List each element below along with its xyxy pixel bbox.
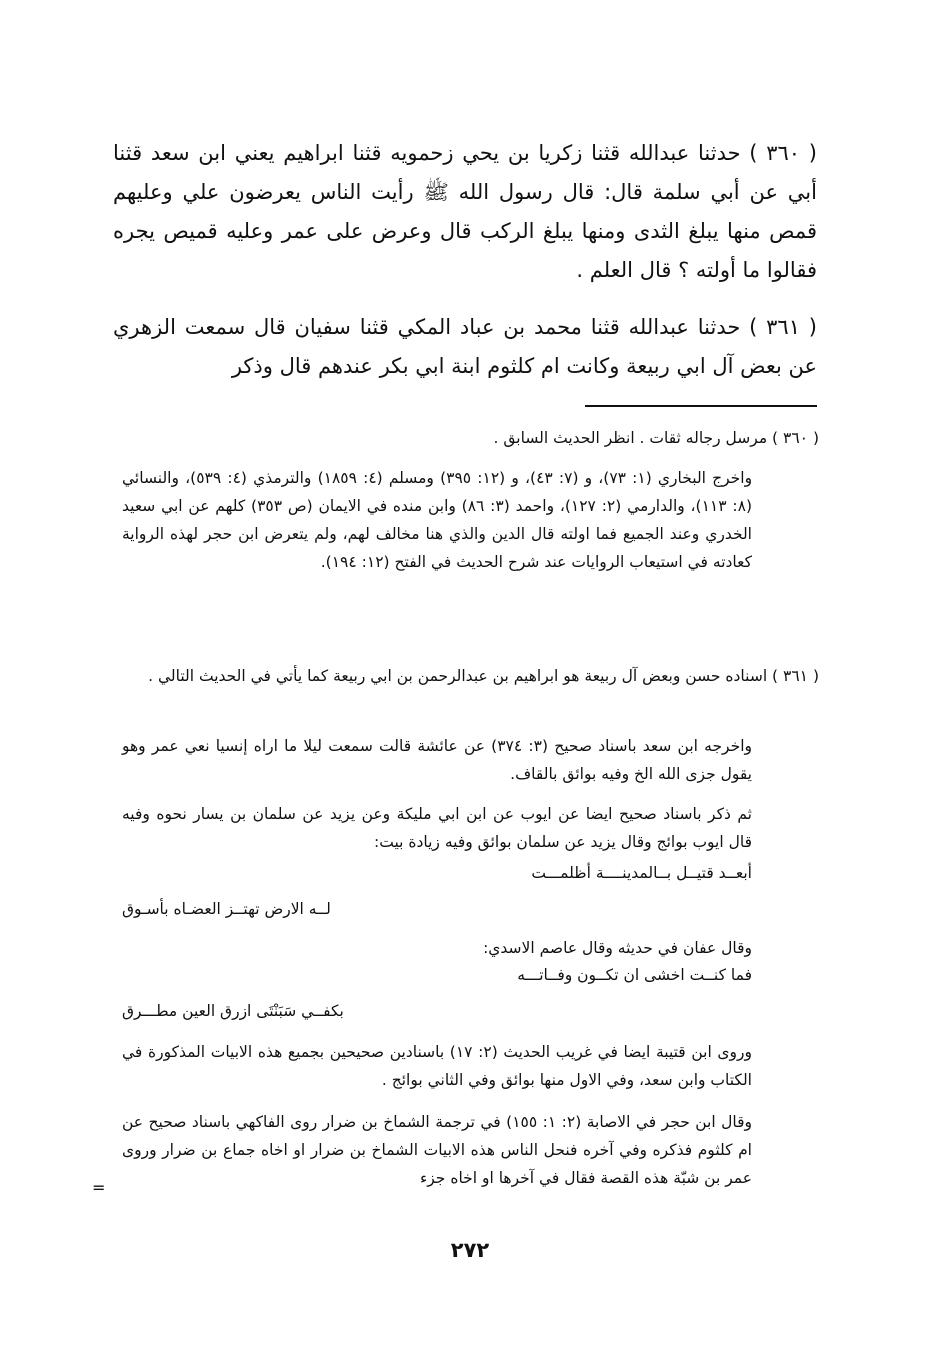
- footnote-361-ibnhajar: وقال ابن حجر في الاصابة (٢: ١: ١٥٥) في ترجمة الشماخ بن ضرار روى الفاكهي باسناد صحيح عن ام كلثوم فذكره وفي آخره فنحل الناس هذه الابيات الشماخ بن ضرار او اخاه جماع بن ضرار وروى عمر بن شبّة هذه القصة فقال في آخرها او اخاه جزء: [122, 1113, 752, 1187]
- hadith-361: ( ٣٦١ ) حدثنا عبدالله قثنا محمد بن عباد المكي قثنا سفيان قال سمعت الزهري عن بعض آل ابي ربيعة وكانت ام كلثوم ابنة ابي بكر عندهم قال وذكر: [113, 315, 817, 378]
- footnote-361-head: ( ٣٦١ ) اسناده حسن وبعض آل ربيعة هو ابراهيم بن عبدالرحمن بن ابي ربيعة كما يأتي في الحديث التالي .: [148, 667, 819, 685]
- footnote-360-head: ( ٣٦٠ ) مرسل رجاله ثقات . انظر الحديث السابق .: [493, 429, 819, 447]
- footnote-361-ibnsad: واخرجه ابن سعد باسناد صحيح (٣: ٣٧٤) عن عائشة قالت سمعت ليلا ما اراه إنسيا نعي عمر وهو يقول جزى الله الخ وفيه بوائق بالقاف.: [122, 737, 752, 783]
- page-number: ٢٧٢: [450, 1238, 490, 1262]
- verse-2-first-hemistich: فما كنــت اخشى ان تكــون وفــاتـــه: [517, 966, 752, 984]
- footnote-separator: [585, 405, 817, 407]
- footnote-361-ibnqutayba: وروى ابن قتيبة ايضا في غريب الحديث (٢: ١٧) باسنادين صحيحين بجميع هذه الابيات المذكورة في الكتاب وابن سعد، وفي الاول منها بوائق وفي الثاني بوائج .: [122, 1043, 753, 1089]
- continuation-mark: =: [92, 1178, 106, 1197]
- footnote-360-body: واخرج البخاري (١: ٧٣)، و (٧: ٤٣)، و (١٢: ٣٩٥) ومسلم (٤: ١٨٥٩) والترمذي (٤: ٥٣٩)، والنسائي (٨: ١١٣)، والدارمي (٢: ١٢٧)، واحمد (٣: ٨٦) وابن منده في الايمان (ص ٣٥٣) كلهم عن ابي سعيد الخدري وعند الجميع فما اولته قال الدين والذي هنا مخالف لهم، ولم يتعرض ابن حجر لهذه الرواية كعادته في استيعاب الروايات عند شرح الحديث في الفتح (١٢: ١٩٤).: [122, 469, 753, 571]
- footnote-361-affan: وقال عفان في حديثه وقال عاصم الاسدي:: [483, 939, 752, 957]
- footnote-361-ayyub: ثم ذكر باسناد صحيح ايضا عن ايوب عن ابن ابي مليكة وعن يزيد عن سلمان بن يسار نحوه وفيه قال ايوب بوائج وقال يزيد عن سلمان بوائق وفيه زيادة بيت:: [122, 805, 752, 851]
- hadith-360: ( ٣٦٠ ) حدثنا عبدالله قثنا زكريا بن يحي زحمويه قثنا ابراهيم يعني ابن سعد قثنا أبي عن أبي سلمة قال: قال رسول الله ﷺ رأيت الناس يعرضون علي وعليهم قمص منها يبلغ الثدى ومنها يبلغ الركب قال وعرض على عمر وعليه قميص يجره فقالوا ما أولته ؟ قال العلم .: [113, 141, 817, 282]
- verse-1-second-hemistich: لــه الارض تهتــز العضـاه بأسـوق: [122, 900, 331, 918]
- verse-1-first-hemistich: أبعــد قتيــل بــالمدينــــة أظلمـــت: [531, 864, 752, 882]
- verse-2-second-hemistich: بكفــي سَبَنْتَى ازرق العين مطـــرق: [122, 1002, 344, 1020]
